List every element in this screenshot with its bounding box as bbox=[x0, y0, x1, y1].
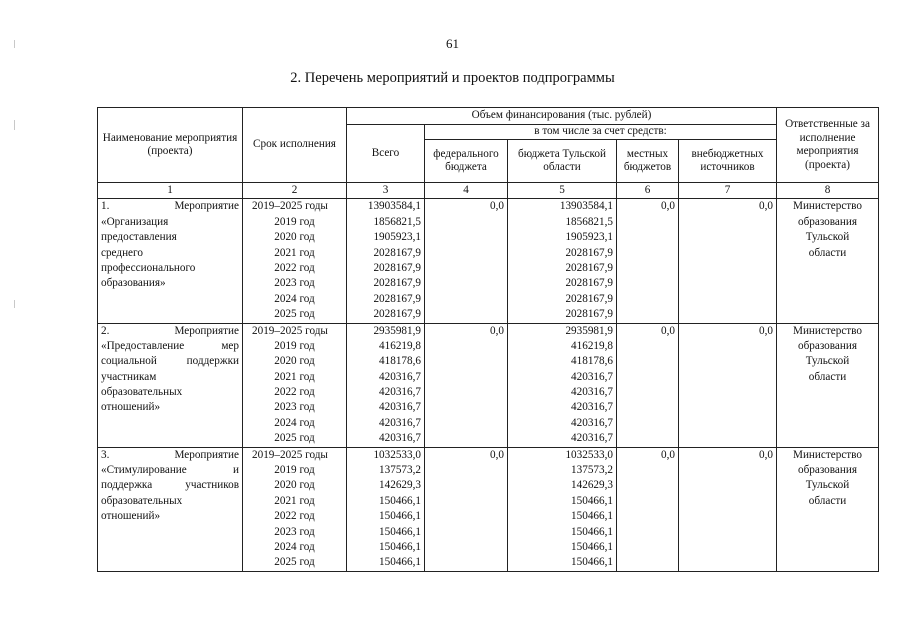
measure-name-line: «Организация bbox=[101, 215, 169, 228]
period-line: 2019–2025 годы bbox=[252, 448, 328, 461]
regional-value: 2028167,9 bbox=[565, 292, 613, 305]
measures-table bbox=[97, 107, 879, 572]
total-value: 137573,2 bbox=[379, 464, 421, 477]
federal-cell: 0,0 bbox=[425, 199, 508, 323]
regional-value: 150466,1 bbox=[571, 494, 613, 507]
total-value: 420316,7 bbox=[379, 370, 421, 383]
measure-name-line: образования» bbox=[101, 277, 166, 290]
total-cell bbox=[347, 447, 425, 571]
total-value: 150466,1 bbox=[379, 494, 421, 507]
header-extra: внебюджетных источников bbox=[679, 140, 777, 183]
regional-value: 420316,7 bbox=[571, 416, 613, 429]
regional-value: 2028167,9 bbox=[565, 261, 613, 274]
regional-value: 13903584,1 bbox=[559, 200, 613, 213]
total-value: 1856821,5 bbox=[373, 215, 421, 228]
period-line: 2024 год bbox=[274, 292, 315, 305]
period-line: 2023 год bbox=[274, 401, 315, 414]
local-cell: 0,0 bbox=[617, 323, 679, 447]
local-cell: 0,0 bbox=[617, 199, 679, 323]
regional-value: 137573,2 bbox=[571, 464, 613, 477]
total-value: 142629,3 bbox=[379, 479, 421, 492]
period-line: 2024 год bbox=[274, 541, 315, 553]
period-line: 2025 год bbox=[274, 556, 315, 569]
measure-name-line: образовательных bbox=[101, 494, 183, 507]
regional-value: 150466,1 bbox=[571, 525, 613, 538]
header-local: местных бюджетов bbox=[617, 140, 679, 183]
period-line: 2020 год bbox=[274, 355, 315, 368]
extra-cell: 0,0 bbox=[679, 199, 777, 323]
period-cell bbox=[243, 323, 347, 447]
page-number: 61 bbox=[446, 36, 459, 51]
period-line: 2022 год bbox=[274, 261, 315, 274]
measure-name-line: отношений» bbox=[101, 401, 161, 414]
header-funding: Объем финансирования (тыс. рублей) bbox=[347, 108, 777, 125]
regional-value: 2935981,9 bbox=[565, 324, 613, 337]
header-total: Всего bbox=[347, 125, 425, 183]
total-value: 2028167,9 bbox=[373, 308, 421, 321]
regional-cell bbox=[508, 323, 617, 447]
total-value: 420316,7 bbox=[379, 386, 421, 399]
responsible-line: образования bbox=[797, 215, 857, 228]
document-title: 2. Перечень мероприятий и проектов подпрограммы bbox=[290, 70, 615, 86]
regional-value: 416219,8 bbox=[571, 339, 613, 352]
responsible-line: образования bbox=[797, 339, 857, 352]
responsible-line: образования bbox=[797, 464, 857, 477]
scan-mark bbox=[14, 300, 15, 308]
measure-name-line: образовательных bbox=[101, 386, 183, 399]
table-row bbox=[98, 323, 879, 447]
measure-name-line: 2. Мероприятие bbox=[101, 324, 239, 337]
responsible-line: Тульской bbox=[805, 479, 850, 492]
period-line: 2023 год bbox=[274, 525, 315, 538]
measure-name bbox=[98, 447, 243, 571]
responsible-line: Министерство bbox=[793, 448, 862, 461]
column-number: 1 bbox=[98, 183, 243, 199]
regional-value: 1905923,1 bbox=[565, 231, 613, 244]
table-row bbox=[98, 447, 879, 571]
period-line: 2023 год bbox=[274, 277, 315, 290]
measure-name bbox=[98, 199, 243, 323]
period-line: 2024 год bbox=[274, 416, 315, 429]
period-line: 2019 год bbox=[274, 464, 315, 477]
column-number: 4 bbox=[425, 183, 508, 199]
regional-value: 420316,7 bbox=[571, 401, 613, 414]
total-value: 1032533,0 bbox=[373, 448, 421, 461]
period-cell bbox=[243, 447, 347, 571]
header-federal: федерального бюджета bbox=[425, 140, 508, 183]
extra-cell: 0,0 bbox=[679, 323, 777, 447]
measure-name-line: 3. Мероприятие bbox=[101, 448, 239, 461]
period-line: 2019–2025 годы bbox=[252, 200, 328, 213]
regional-value: 150466,1 bbox=[571, 510, 613, 523]
total-value: 13903584,1 bbox=[367, 200, 421, 213]
regional-cell bbox=[508, 199, 617, 323]
total-value: 2028167,9 bbox=[373, 246, 421, 259]
measure-name-line: поддержка участников bbox=[101, 479, 239, 492]
period-line: 2021 год bbox=[274, 494, 315, 507]
total-value: 420316,7 bbox=[379, 401, 421, 414]
measure-name-line: предоставления bbox=[101, 231, 177, 244]
regional-value: 142629,3 bbox=[571, 479, 613, 492]
column-number: 3 bbox=[347, 183, 425, 199]
total-value: 150466,1 bbox=[379, 510, 421, 523]
responsible-line: области bbox=[808, 370, 847, 383]
measure-name-line: отношений» bbox=[101, 510, 161, 523]
responsible-line: области bbox=[808, 494, 847, 507]
scan-mark bbox=[14, 120, 15, 130]
measure-name-line: социальной поддержки bbox=[101, 355, 239, 368]
column-number: 7 bbox=[679, 183, 777, 199]
regional-value: 420316,7 bbox=[571, 370, 613, 383]
total-value: 418178,6 bbox=[379, 355, 421, 368]
total-cell bbox=[347, 199, 425, 323]
scan-mark bbox=[14, 40, 15, 48]
measure-name-line: 1. Мероприятие bbox=[101, 200, 239, 213]
regional-value: 2028167,9 bbox=[565, 246, 613, 259]
regional-value: 150466,1 bbox=[571, 541, 613, 553]
period-line: 2020 год bbox=[274, 231, 315, 244]
measure-name-line: среднего bbox=[101, 246, 143, 259]
period-line: 2022 год bbox=[274, 510, 315, 523]
total-value: 420316,7 bbox=[379, 416, 421, 429]
measure-name-line: «Предоставление мер bbox=[101, 339, 239, 352]
period-line: 2020 год bbox=[274, 479, 315, 492]
total-value: 420316,7 bbox=[379, 432, 421, 445]
regional-value: 420316,7 bbox=[571, 386, 613, 399]
header-responsible: Ответственные за исполнение мероприятия (проекта) bbox=[777, 108, 879, 183]
measure-name-line: профессионального bbox=[101, 261, 196, 274]
total-value: 150466,1 bbox=[379, 541, 421, 553]
responsible-line: Тульской bbox=[805, 231, 850, 244]
period-cell bbox=[243, 199, 347, 323]
column-number: 6 bbox=[617, 183, 679, 199]
regional-cell bbox=[508, 447, 617, 571]
header-name: Наименование мероприятия (проекта) bbox=[98, 108, 243, 183]
total-value: 2028167,9 bbox=[373, 292, 421, 305]
total-value: 2028167,9 bbox=[373, 277, 421, 290]
measure-name-line: участникам bbox=[101, 370, 157, 383]
responsible-cell bbox=[777, 199, 879, 323]
total-value: 416219,8 bbox=[379, 339, 421, 352]
total-value: 150466,1 bbox=[379, 556, 421, 569]
total-value: 1905923,1 bbox=[373, 231, 421, 244]
regional-value: 2028167,9 bbox=[565, 277, 613, 290]
responsible-line: Министерство bbox=[793, 324, 862, 337]
responsible-line: области bbox=[808, 246, 847, 259]
responsible-line: Министерство bbox=[793, 200, 862, 213]
regional-value: 420316,7 bbox=[571, 432, 613, 445]
responsible-line: Тульской bbox=[805, 355, 850, 368]
period-line: 2019–2025 годы bbox=[252, 324, 328, 337]
measure-name bbox=[98, 323, 243, 447]
period-line: 2025 год bbox=[274, 308, 315, 321]
header-including: в том числе за счет средств: bbox=[425, 125, 777, 140]
total-cell bbox=[347, 323, 425, 447]
responsible-cell bbox=[777, 447, 879, 571]
period-line: 2019 год bbox=[274, 215, 315, 228]
regional-value: 1032533,0 bbox=[565, 448, 613, 461]
federal-cell: 0,0 bbox=[425, 323, 508, 447]
table-row bbox=[98, 199, 879, 323]
federal-cell: 0,0 bbox=[425, 447, 508, 571]
period-line: 2025 год bbox=[274, 432, 315, 445]
period-line: 2022 год bbox=[274, 386, 315, 399]
local-cell: 0,0 bbox=[617, 447, 679, 571]
measure-name-line: «Стимулирование и bbox=[101, 464, 239, 477]
column-number: 8 bbox=[777, 183, 879, 199]
column-number: 2 bbox=[243, 183, 347, 199]
period-line: 2021 год bbox=[274, 246, 315, 259]
period-line: 2019 год bbox=[274, 339, 315, 352]
period-line: 2021 год bbox=[274, 370, 315, 383]
total-value: 150466,1 bbox=[379, 525, 421, 538]
header-period: Срок исполнения bbox=[243, 108, 347, 183]
regional-value: 1856821,5 bbox=[565, 215, 613, 228]
column-number: 5 bbox=[508, 183, 617, 199]
total-value: 2935981,9 bbox=[373, 324, 421, 337]
regional-value: 2028167,9 bbox=[565, 308, 613, 321]
regional-value: 150466,1 bbox=[571, 556, 613, 569]
regional-value: 418178,6 bbox=[571, 355, 613, 368]
header-regional: бюджета Тульской области bbox=[508, 140, 617, 183]
extra-cell: 0,0 bbox=[679, 447, 777, 571]
total-value: 2028167,9 bbox=[373, 261, 421, 274]
column-number-row bbox=[98, 183, 879, 199]
responsible-cell bbox=[777, 323, 879, 447]
